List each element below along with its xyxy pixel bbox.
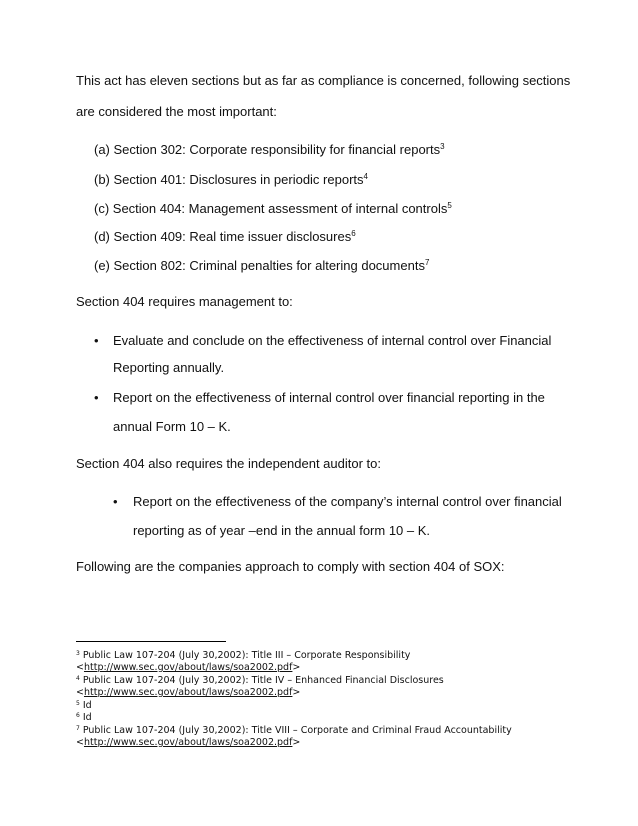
management-bullet-1-line-2: Reporting annually.	[113, 360, 225, 375]
section-item-409: (d) Section 409: Real time issuer disclosures$^6$	[94, 229, 356, 244]
footnote-ref: 4	[363, 172, 368, 181]
footnote-4-link-line: <http://www.sec.gov/about/laws/soa2002.pdf>	[76, 687, 301, 698]
section-item-302: (a) Section 302: Corporate responsibility for financial reports$^3$	[94, 142, 445, 157]
bullet-icon: •	[113, 494, 118, 509]
bullet-icon: •	[94, 390, 99, 405]
auditor-bullet-1-line-1: Report on the effectiveness of the company’s internal control over financial	[133, 494, 562, 509]
footnote-3-link-line: <http://www.sec.gov/about/laws/soa2002.pdf>	[76, 662, 301, 673]
footnote-ref: 5	[447, 201, 452, 210]
footnote-ref: 7	[424, 258, 430, 267]
footnote-7-link-line: <http://www.sec.gov/about/laws/soa2002.pdf>	[76, 737, 301, 748]
management-bullet-1-line-1: Evaluate and conclude on the effectiveness of internal control over Financial	[113, 333, 552, 348]
closing-sentence: Following are the companies approach to comply with section 404 of SOX:	[76, 559, 505, 574]
footnote-3-url[interactable]: http://www.sec.gov/about/laws/soa2002.pdf	[83, 662, 293, 673]
management-bullet-2-line-1: Report on the effectiveness of internal control over financial reporting in the	[113, 390, 545, 405]
footnote-7: $^7$ Public Law 107-204 (July 30,2002): Title VIII – Corporate and Criminal Fraud Accountability	[76, 725, 512, 736]
footnote-separator	[76, 641, 226, 642]
footnote-ref: 3	[440, 142, 445, 151]
auditor-heading: Section 404 also requires the independent auditor to:	[76, 456, 381, 471]
management-bullet-2-line-2: annual Form 10 – K.	[113, 419, 231, 434]
bullet-icon: •	[94, 333, 99, 348]
footnote-ref: 6	[351, 229, 356, 238]
footnote-4-url[interactable]: http://www.sec.gov/about/laws/soa2002.pdf	[83, 687, 293, 698]
section-item-404: (c) Section 404: Management assessment of internal controls$^5$	[94, 201, 452, 216]
footnote-3: $^3$ Public Law 107-204 (July 30,2002): Title III – Corporate Responsibility	[76, 650, 411, 661]
section-item-802: (e) Section 802: Criminal penalties for altering documents$^7$	[94, 258, 430, 273]
management-heading: Section 404 requires management to:	[76, 294, 293, 309]
footnote-4: $^4$ Public Law 107-204 (July 30,2002): Title IV – Enhanced Financial Disclosures	[76, 675, 444, 686]
intro-line-2: are considered the most important:	[76, 104, 277, 119]
intro-line-1: This act has eleven sections but as far as compliance is concerned, following sections	[76, 73, 571, 88]
footnote-7-url[interactable]: http://www.sec.gov/about/laws/soa2002.pdf	[83, 737, 293, 748]
footnote-6: $^6$ Id	[76, 712, 92, 723]
auditor-bullet-1-line-2: reporting as of year –end in the annual form 10 – K.	[133, 523, 431, 538]
section-item-401: (b) Section 401: Disclosures in periodic reports$^4$	[94, 172, 368, 187]
footnote-5: $^5$ Id	[76, 700, 92, 711]
